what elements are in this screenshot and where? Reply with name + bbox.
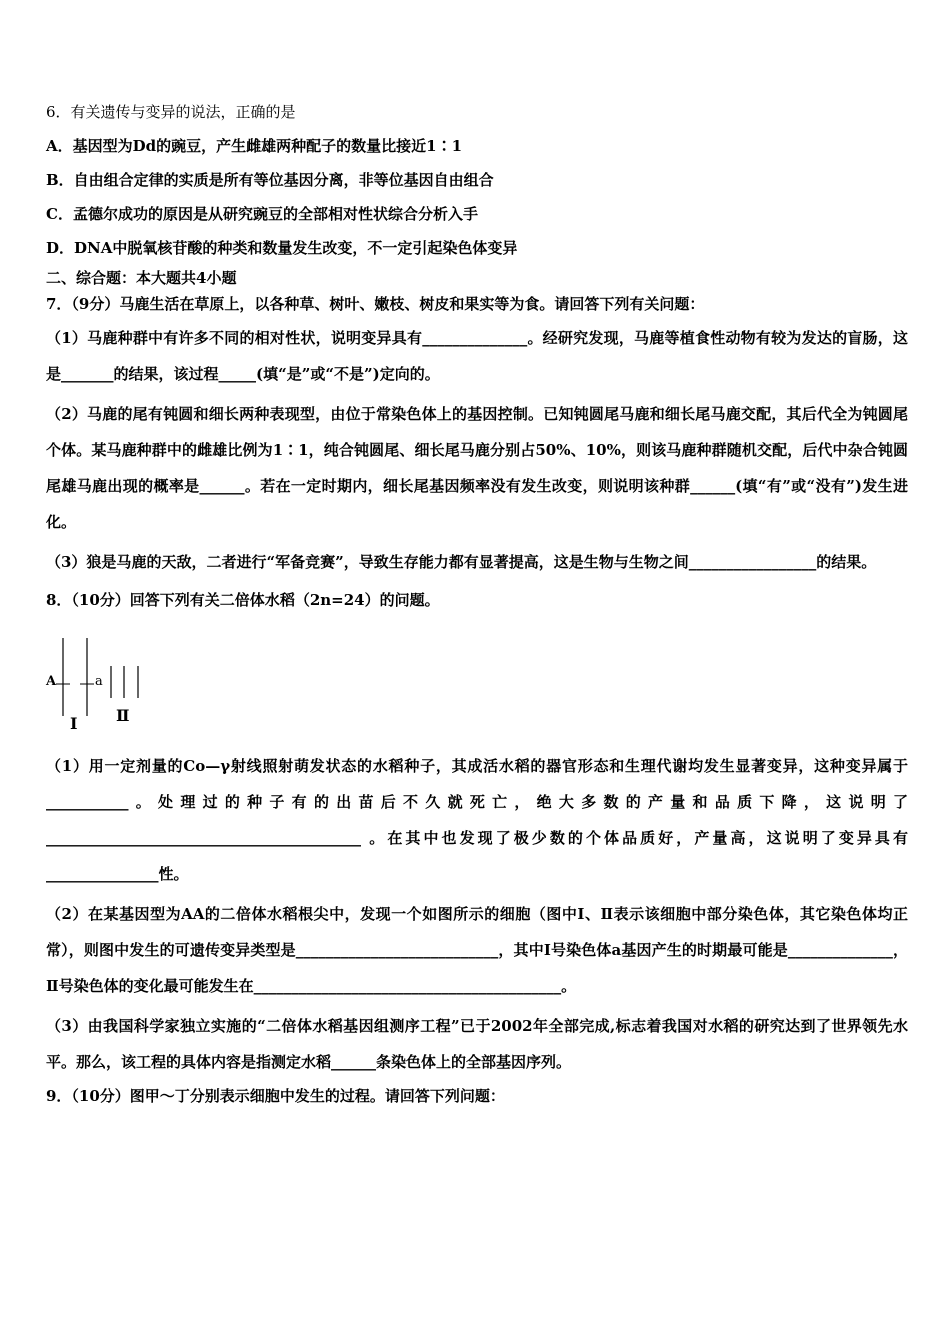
- figure-label-II: Ⅱ: [116, 706, 130, 725]
- q6-option-c: C．孟德尔成功的原因是从研究豌豆的全部相对性状综合分析入手: [46, 205, 478, 223]
- q8-part2: （2）在某基因型为AA的二倍体水稻根尖中，发现一个如图所示的细胞（图中Ⅰ、Ⅱ表示该细胞中部分染色体，其它染色体均正常），则图中发生的可遗传变异类型是___________________________，其中Ⅰ号染色体a基因产生的时期最可能是______________，Ⅱ号染色体的变化最可能发生在_________________________________________。: [46, 905, 908, 995]
- chromosome-figure: [46, 626, 186, 736]
- figure-label-a: a: [95, 674, 103, 689]
- figure-label-I: Ⅰ: [70, 714, 78, 733]
- q6-option-a: A．基因型为Dd的豌豆，产生雌雄两种配子的数量比接近1∶1: [46, 137, 463, 155]
- q9-stem: 9．（10分）图甲～丁分别表示细胞中发生的过程。请回答下列问题：: [46, 1087, 505, 1105]
- q8-stem: 8．（10分）回答下列有关二倍体水稻（2n=24）的问题。: [46, 591, 440, 609]
- q7-part1: （1）马鹿种群中有许多不同的相对性状，说明变异具有______________。经研究发现，马鹿等植食性动物有较为发达的盲肠，这是_______的结果，该过程_____(填“是”或“不是”)定向的。: [46, 329, 908, 383]
- q7-part2: （2）马鹿的尾有钝圆和细长两种表现型，由位于常染色体上的基因控制。已知钝圆尾马鹿和细长尾马鹿交配，其后代全为钝圆尾个体。某马鹿种群中的雌雄比例为1∶1，纯合钝圆尾、细长尾马鹿分别占50%、10%，则该马鹿种群随机交配，后代中杂合钝圆尾雄马鹿出现的概率是______。若在一定时期内，细长尾基因频率没有发生改变，则说明该种群______(填“有”或“没有”)发生进化。: [46, 405, 908, 531]
- q6-option-d: D．DNA中脱氧核苷酸的种类和数量发生改变，不一定引起染色体变异: [46, 239, 518, 257]
- q7-stem: 7．（9分）马鹿生活在草原上，以各种草、树叶、嫩枝、树皮和果实等为食。请回答下列有关问题：: [46, 295, 705, 313]
- q7-part3: （3）狼是马鹿的天敌，二者进行“军备竞赛”，导致生存能力都有显著提高，这是生物与生物之间_________________的结果。: [46, 553, 877, 571]
- figure-label-A: A: [46, 674, 57, 689]
- q6-stem: 6．有关遗传与变异的说法，正确的是: [46, 103, 296, 121]
- document-page: [46, 100, 908, 1108]
- q6-option-b: B．自由组合定律的实质是所有等位基因分离，非等位基因自由组合: [46, 171, 494, 189]
- q8-part3: （3）由我国科学家独立实施的“二倍体水稻基因组测序工程”已于2002年全部完成,标志着我国对水稻的研究达到了世界领先水平。那么，该工程的具体内容是指测定水稻______条染色体上的全部基因序列。: [46, 1017, 908, 1071]
- q8-part1: （1）用一定剂量的Co—γ射线照射萌发状态的水稻种子，其成活水稻的器官形态和生理代谢均发生显著变异，这种变异属于___________。处理过的种子有的出苗后不久就死亡，绝大多数的产量和品质下降，这说明了__________________________________________ 。在其中也发现了极少数的个体品质好，产量高，这说明了变异具有_______________性。: [46, 757, 908, 883]
- section-title: 二、综合题：本大题共4小题: [46, 269, 237, 287]
